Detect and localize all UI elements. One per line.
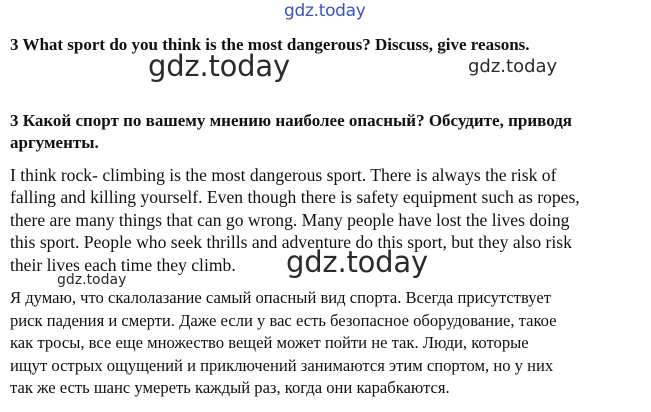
task-heading-russian-line: аргументы.	[10, 133, 99, 152]
answer-russian-line: Я думаю, что скалолазание самый опасный вид спорта. Всегда присутствует	[10, 288, 551, 307]
answer-english-line: I think rock- climbing is the most dangerous sport. There is always the risk of	[10, 165, 557, 185]
answer-russian-line: ищут острых ощущений и приключений занимаются этим спортом, но у них	[10, 355, 554, 375]
answer-english-line: falling and killing yourself. Even though there is safety equipment such as ropes,	[10, 187, 580, 208]
watermark-top: gdz.today	[284, 1, 366, 21]
task-heading-russian-line: 3 Какой спорт по вашему мнению наиболее опасный? Обсудите, приводя	[10, 111, 572, 130]
answer-russian	[10, 287, 557, 400]
answer-english-line: this sport. People who seek thrills and adventure do this sport, but they also risk	[10, 232, 572, 253]
watermark-small-upper: gdz.today	[468, 56, 558, 77]
answer-russian-line: как тросы, все еще множество вещей может пойти не так. Люди, которые	[10, 333, 529, 352]
task-heading-english: 3 What sport do you think is the most dangerous? Discuss, give reasons.	[10, 35, 530, 54]
task-heading-russian	[10, 110, 646, 154]
answer-russian-line: риск падения и смерти. Даже если у вас есть безопасное оборудование, такое	[10, 310, 557, 330]
watermark-small-lower: gdz.today	[57, 272, 127, 288]
answer-english-line: there are many things that can go wrong. Many people have lost the lives doing	[10, 209, 570, 230]
answer-english-line: their lives each time they climb.	[10, 254, 236, 275]
answer-russian-line: так же есть шанс умереть каждый раз, когда они карабкаются.	[10, 378, 450, 397]
watermark-large-lower: gdz.today	[286, 245, 428, 279]
watermark-large-upper: gdz.today	[148, 49, 290, 83]
